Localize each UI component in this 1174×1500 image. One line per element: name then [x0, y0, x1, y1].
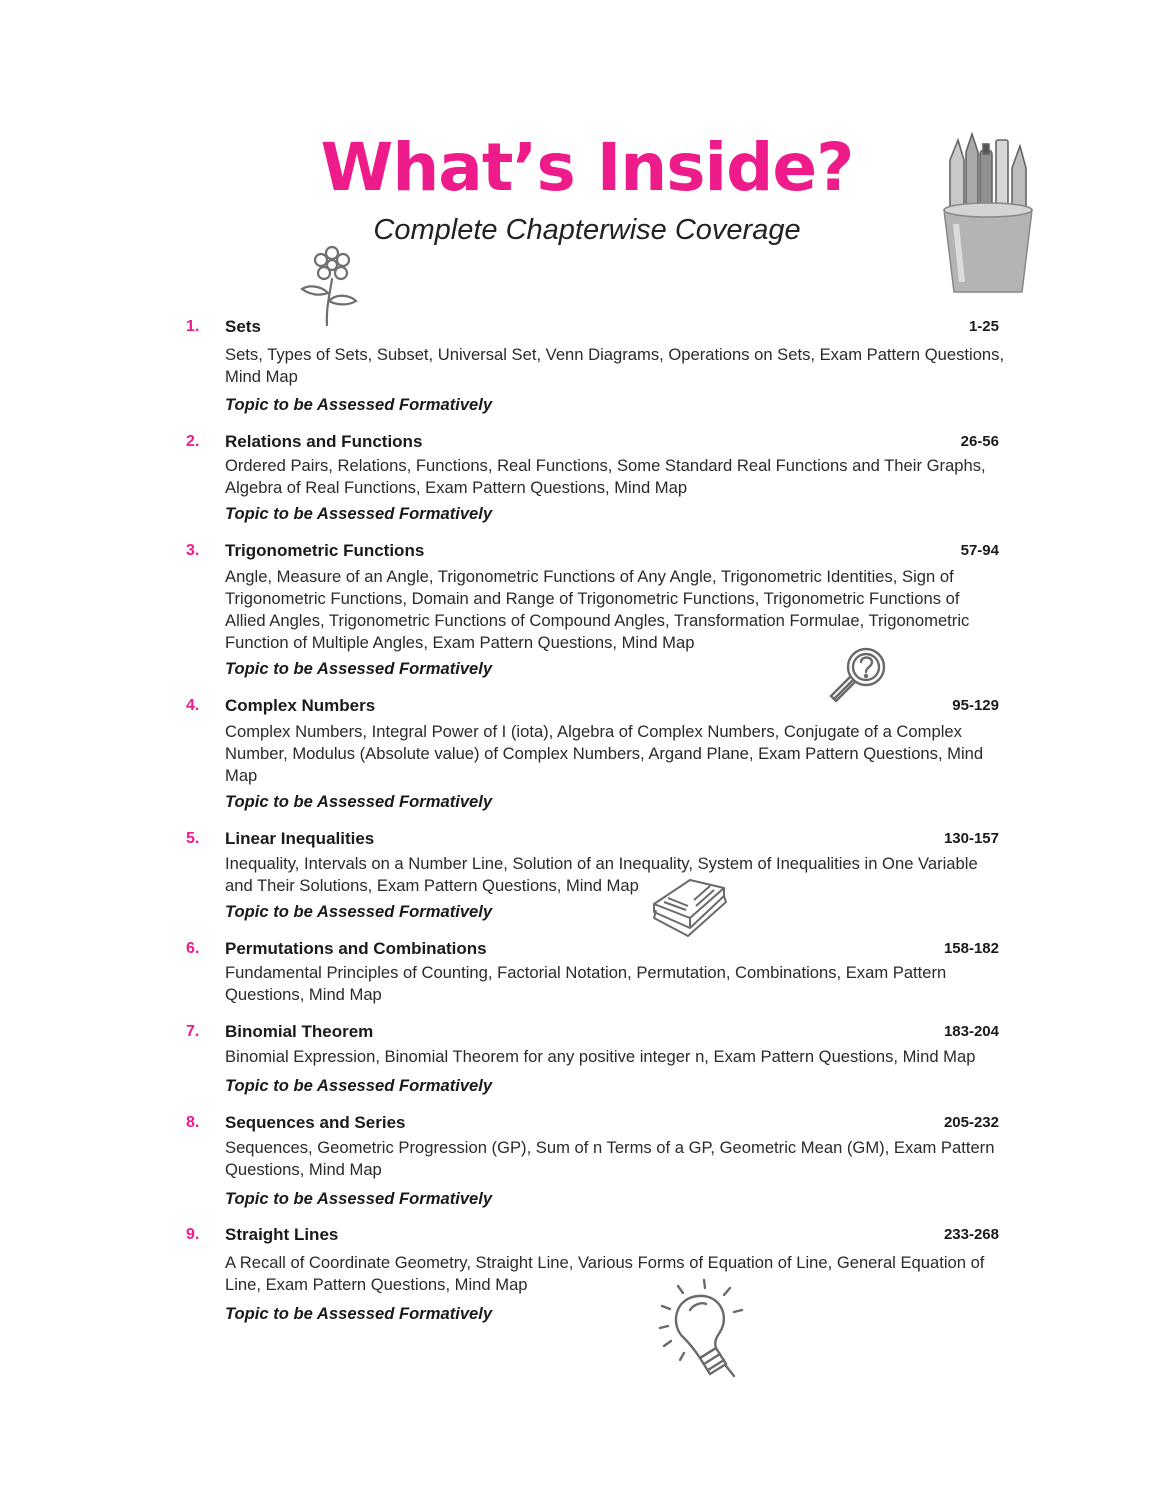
chapter-description — [225, 721, 1005, 787]
chapter-pages: 1-25 — [968, 318, 999, 335]
chapter-title: Complex Numbers — [225, 696, 376, 715]
description-line: Mind Map — [225, 367, 298, 386]
chapter-topic: Topic to be Assessed Formatively — [225, 902, 493, 921]
description-line: Questions, Mind Map — [225, 1160, 382, 1179]
chapter-title: Relations and Functions — [225, 432, 423, 451]
chapter-pages: 95-129 — [952, 697, 999, 714]
chapter-description — [225, 566, 1005, 654]
chapter-number: 7. — [186, 1023, 200, 1040]
chapter-number: 9. — [186, 1226, 200, 1243]
page-subtitle: Complete Chapterwise Coverage — [373, 214, 801, 246]
chapter-pages: 130-157 — [943, 830, 999, 847]
description-line: Sets, Types of Sets, Subset, Universal Set, Venn Diagrams, Operations on Sets, Exam Pattern Questions, — [225, 345, 1005, 364]
description-line: Map — [225, 766, 258, 785]
chapter-number: 2. — [186, 433, 200, 450]
chapter-pages: 205-232 — [943, 1114, 999, 1131]
chapter-description — [225, 1137, 1005, 1181]
description-line: Line, Exam Pattern Questions, Mind Map — [225, 1275, 528, 1294]
chapter-description — [225, 344, 1005, 388]
chapter-number: 1. — [186, 318, 200, 335]
chapter-title: Trigonometric Functions — [225, 541, 425, 560]
description-line: Trigonometric Functions, Domain and Range of Trigonometric Functions, Trigonometric Functions of — [225, 589, 960, 608]
chapter-description — [225, 853, 1005, 897]
chapter-pages: 158-182 — [943, 940, 999, 957]
description-line: Function of Multiple Angles, Exam Pattern Questions, Mind Map — [225, 633, 695, 652]
chapter-pages: 57-94 — [960, 542, 999, 559]
chapter-title: Permutations and Combinations — [225, 939, 487, 958]
page-title: What’s Inside? — [320, 129, 854, 206]
chapter-description — [225, 962, 1005, 1006]
chapter-number: 4. — [186, 697, 200, 714]
chapter-topic: Topic to be Assessed Formatively — [225, 1076, 493, 1095]
chapter-pages: 183-204 — [943, 1023, 999, 1040]
chapter-topic: Topic to be Assessed Formatively — [225, 1304, 493, 1323]
chapter-number: 6. — [186, 940, 200, 957]
chapter-topic: Topic to be Assessed Formatively — [225, 504, 493, 523]
chapter-description — [225, 1252, 1005, 1296]
description-line: Number, Modulus (Absolute value) of Complex Numbers, Argand Plane, Exam Pattern Questions, Mind — [225, 744, 984, 763]
description-line: Allied Angles, Trigonometric Functions of Compound Angles, Transformation Formulae, Trigonometric — [225, 611, 970, 630]
description-line: Questions, Mind Map — [225, 985, 382, 1004]
chapter-title: Straight Lines — [225, 1225, 339, 1244]
chapter-title: Sets — [225, 317, 261, 336]
chapter-description — [225, 455, 1005, 499]
chapter-topic: Topic to be Assessed Formatively — [225, 659, 493, 678]
description-line: Binomial Expression, Binomial Theorem for any positive integer n, Exam Pattern Questions, Mind Map — [225, 1047, 976, 1066]
chapter-number: 5. — [186, 830, 200, 847]
description-line: Complex Numbers, Integral Power of I (iota), Algebra of Complex Numbers, Conjugate of a Complex — [225, 722, 962, 741]
chapter-number: 3. — [186, 542, 200, 559]
chapter-title: Linear Inequalities — [225, 829, 375, 848]
description-line: Ordered Pairs, Relations, Functions, Real Functions, Some Standard Real Functions and Their Graphs, — [225, 456, 986, 475]
chapter-number: 8. — [186, 1114, 200, 1131]
chapter-title: Sequences and Series — [225, 1113, 406, 1132]
chapter-pages: 233-268 — [943, 1226, 999, 1243]
chapter-topic: Topic to be Assessed Formatively — [225, 395, 493, 414]
description-line: Angle, Measure of an Angle, Trigonometric Functions of Any Angle, Trigonometric Identities, Sign of — [225, 567, 954, 586]
chapter-topic: Topic to be Assessed Formatively — [225, 1189, 493, 1208]
description-line: and Their Solutions, Exam Pattern Questions, Mind Map — [225, 876, 639, 895]
description-line: A Recall of Coordinate Geometry, Straight Line, Various Forms of Equation of Line, General Equation of — [225, 1253, 985, 1272]
description-line: Fundamental Principles of Counting, Factorial Notation, Permutation, Combinations, Exam Pattern — [225, 963, 947, 982]
chapter-topic: Topic to be Assessed Formatively — [225, 792, 493, 811]
chapter-title: Binomial Theorem — [225, 1022, 374, 1041]
description-line: Algebra of Real Functions, Exam Pattern Questions, Mind Map — [225, 478, 688, 497]
chapter-pages: 26-56 — [960, 433, 999, 450]
description-line: Sequences, Geometric Progression (GP), Sum of n Terms of a GP, Geometric Mean (GM), Exam Pattern — [225, 1138, 995, 1157]
chapter-description — [225, 1046, 1005, 1068]
description-line: Inequality, Intervals on a Number Line, Solution of an Inequality, System of Inequalities in One Variable — [225, 854, 978, 873]
